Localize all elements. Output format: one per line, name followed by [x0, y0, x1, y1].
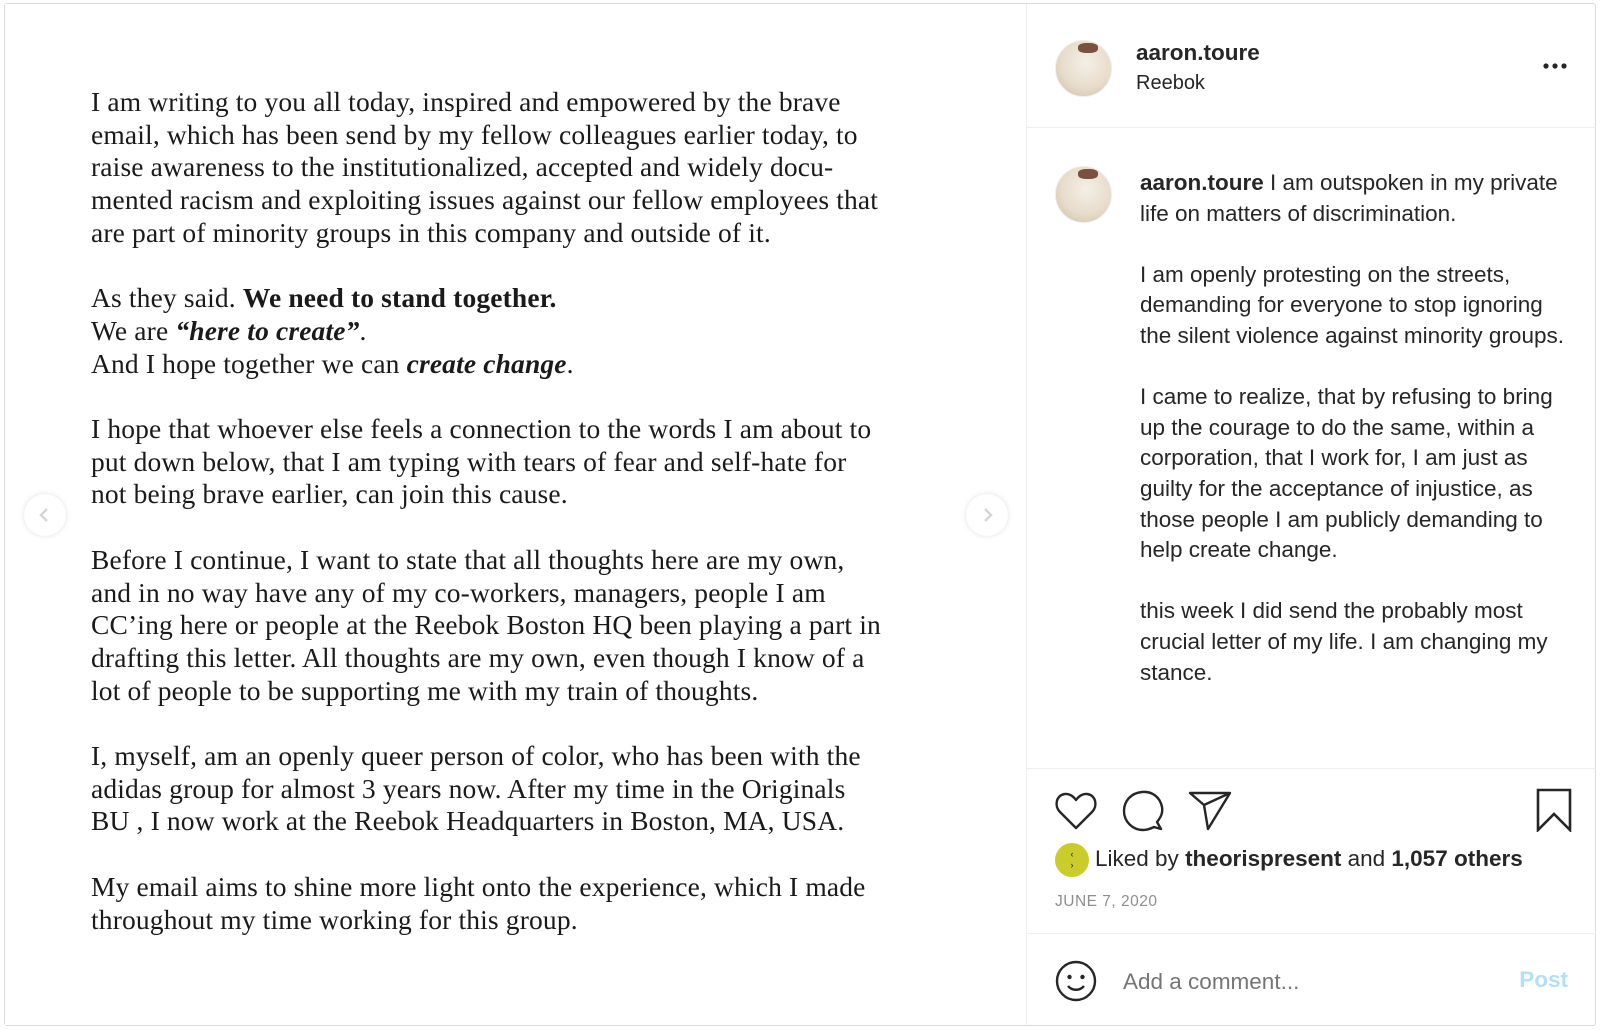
- share-button[interactable]: [1188, 789, 1232, 838]
- letter-line: and in no way have any of my co-workers, managers, people I am: [91, 576, 826, 608]
- letter-line: throughout my time working for this group.: [91, 903, 578, 935]
- letter-line: are part of minority groups in this company and outside of it.: [91, 216, 771, 248]
- letter-line: drafting this letter. All thoughts are my own, even though I know of a: [91, 641, 865, 673]
- letter-paragraph-6: [91, 871, 991, 936]
- post-media: [5, 4, 1026, 1025]
- letter-paragraph-2: [91, 282, 991, 380]
- letter-line: put down below, that I am typing with tears of fear and self-hate for: [91, 445, 847, 477]
- chevron-left-icon: [37, 507, 53, 523]
- text: As they said.: [91, 282, 243, 314]
- letter-line: I, myself, am an openly queer person of color, who has been with the: [91, 740, 861, 771]
- emoji-smile-icon: [1054, 959, 1098, 1003]
- post-sidebar: [1026, 4, 1596, 1025]
- username-link[interactable]: aaron.toure: [1136, 40, 1260, 65]
- text: And I hope together we can: [91, 347, 407, 379]
- caption-paragraph: this week I did send the probably most crucial letter of my life. I am changing my stance.: [1140, 598, 1548, 685]
- more-options-button[interactable]: [1542, 58, 1568, 76]
- letter-paragraph-5: [91, 740, 991, 838]
- letter-line: CC’ing here or people at the Reebok Boston HQ been playing a part in: [91, 609, 881, 641]
- heart-icon: [1054, 791, 1098, 831]
- bold-italic-text: create change: [406, 347, 567, 379]
- letter-line: mented racism and exploiting issues against our fellow employees that: [91, 184, 879, 216]
- letter-paragraph-4: [91, 544, 991, 708]
- next-slide-button[interactable]: [966, 494, 1008, 536]
- text: We are: [91, 314, 176, 346]
- post-header: [1027, 4, 1596, 128]
- caption-username-link[interactable]: aaron.toure: [1140, 170, 1264, 195]
- comment-icon: [1121, 789, 1165, 833]
- likes-middle: and: [1341, 846, 1392, 871]
- letter-line: raise awareness to the institutionalized, accepted and widely docu-: [91, 151, 834, 183]
- chevron-right-icon: [979, 507, 995, 523]
- letter-line: lot of people to be supporting me with my train of thoughts.: [91, 674, 759, 706]
- letter-line: My email aims to shine more light onto the experience, which I made: [91, 870, 866, 902]
- likes-summary: [1095, 846, 1523, 872]
- letter-line: BU , I now work at the Reebok Headquarters in Boston, MA, USA.: [91, 805, 845, 837]
- caption-text: [1140, 168, 1580, 719]
- liker-avatar[interactable]: ‹ ›: [1055, 843, 1089, 877]
- letter-line: email, which has been send by my fellow colleagues earlier today, to: [91, 118, 858, 150]
- letter-line: I hope that whoever else feels a connection to the words I am about to: [91, 413, 872, 444]
- letter-line: I am writing to you all today, inspired and empowered by the brave: [91, 86, 841, 117]
- likes-count-link[interactable]: 1,057 others: [1391, 846, 1523, 871]
- caption-paragraph: I am openly protesting on the streets, demanding for everyone to stop ignoring the silent violence against minority groups.: [1140, 261, 1564, 348]
- location-link[interactable]: Reebok: [1136, 72, 1205, 94]
- emoji-button[interactable]: [1054, 959, 1098, 1008]
- post-comment-button[interactable]: Post: [1519, 967, 1568, 992]
- comment-form: [1027, 933, 1596, 1026]
- paper-plane-icon: [1188, 789, 1232, 833]
- bold-text: We need to stand together.: [242, 282, 557, 314]
- caption-line: I am outspoken in my private life on matters of discrimination.: [1140, 170, 1558, 226]
- letter-line: Before I continue, I want to state that all thoughts here are my own,: [91, 543, 845, 575]
- like-button[interactable]: [1054, 791, 1098, 836]
- previous-slide-button[interactable]: [24, 494, 66, 536]
- likes-prefix: Liked by: [1095, 846, 1186, 871]
- more-horizontal-icon: [1542, 61, 1568, 71]
- comment-input[interactable]: [1121, 962, 1495, 1002]
- bold-italic-text: “here to create”: [175, 314, 360, 346]
- text: .: [566, 347, 574, 379]
- caption-avatar[interactable]: [1055, 166, 1112, 223]
- avatar[interactable]: [1055, 40, 1112, 97]
- letter-text: [91, 86, 991, 969]
- post-date[interactable]: JUNE 7, 2020: [1055, 893, 1158, 910]
- liker-username-link[interactable]: theorispresent: [1185, 846, 1342, 871]
- text: .: [359, 314, 367, 346]
- letter-paragraph-3: [91, 413, 991, 511]
- action-bar: [1027, 768, 1596, 934]
- caption-paragraph: I came to realize, that by refusing to bring up the courage to do the same, within a corporation, that I work for, I am just as guilty for the acceptance of injustice, as those people I am publicly demanding to help create change.: [1140, 384, 1553, 563]
- letter-line: not being brave earlier, can join this cause.: [91, 478, 568, 510]
- letter-paragraph-1: [91, 86, 991, 250]
- letter-line: adidas group for almost 3 years now. After my time in the Originals: [91, 772, 846, 804]
- bookmark-icon: [1535, 788, 1573, 832]
- comment-button[interactable]: [1121, 789, 1165, 838]
- caption-area: [1027, 128, 1596, 768]
- save-button[interactable]: [1535, 788, 1573, 837]
